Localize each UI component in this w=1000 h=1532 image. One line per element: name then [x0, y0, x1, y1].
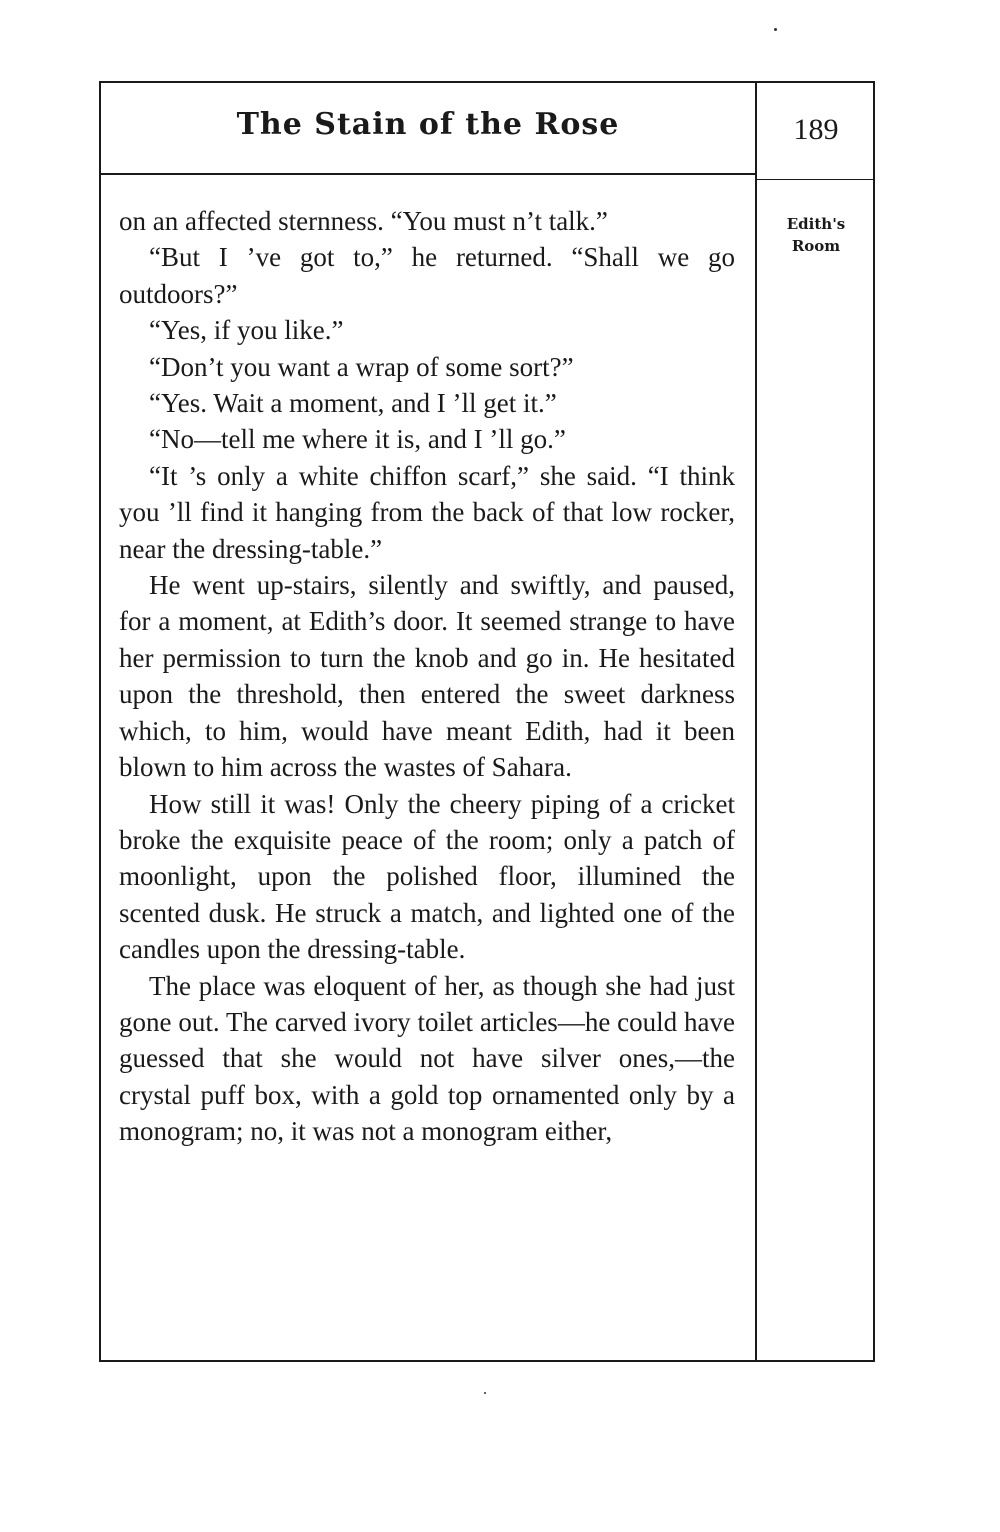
margin-column-divider [755, 83, 757, 1360]
paragraph: “Yes. Wait a moment, and I ’ll get it.” [149, 388, 557, 419]
header-rule [101, 173, 755, 175]
body-text [119, 203, 735, 1150]
page-number: 189 [793, 113, 839, 146]
paragraph: “No—tell me where it is, and I ’ll go.” [149, 424, 566, 455]
margin-note-line: Edith's [786, 215, 846, 233]
paragraph: How still it was! Only the cheery piping of a cricket broke the exquisite peace of the room; only a patch of moonlight, upon the polished floor, illumined the scented dusk. He struck a match, and lighted one of the candles upon the dressing-table. [119, 788, 735, 965]
paragraph: “But I ’ve got to,” he returned. “Shall we go outdoors?” [119, 242, 735, 309]
scan-speck [774, 28, 777, 31]
paragraph: “Yes, if you like.” [149, 315, 344, 346]
page-frame [99, 81, 875, 1362]
scan-speck [484, 1392, 486, 1394]
running-title: The Stain of the Rose [236, 107, 620, 142]
margin-note-line: Room [791, 237, 841, 255]
header-rule-margin [757, 179, 875, 180]
paragraph: on an affected sternness. “You must n’t talk.” [119, 206, 608, 236]
margin-note [757, 213, 875, 257]
paragraph: The place was eloquent of her, as though she had just gone out. The carved ivory toilet articles—he could have guessed that she would not have silver ones,—the crystal puff box, with a gold top ornamented only by a monogram; no, it was not a monogram either, [119, 970, 735, 1147]
paragraph: “Don’t you want a wrap of some sort?” [149, 351, 574, 382]
paragraph: “It ’s only a white chiffon scarf,” she said. “I think you ’ll find it hanging from the back of that low rocker, near the dressing-table.” [119, 460, 735, 564]
paragraph: He went up-stairs, silently and swiftly, and paused, for a moment, at Edith’s door. It seemed strange to have her permission to turn the knob and go in. He hesitated upon the threshold, then entered the sweet darkness which, to him, would have meant Edith, had it been blown to him across the wastes of Sahara. [119, 570, 735, 783]
